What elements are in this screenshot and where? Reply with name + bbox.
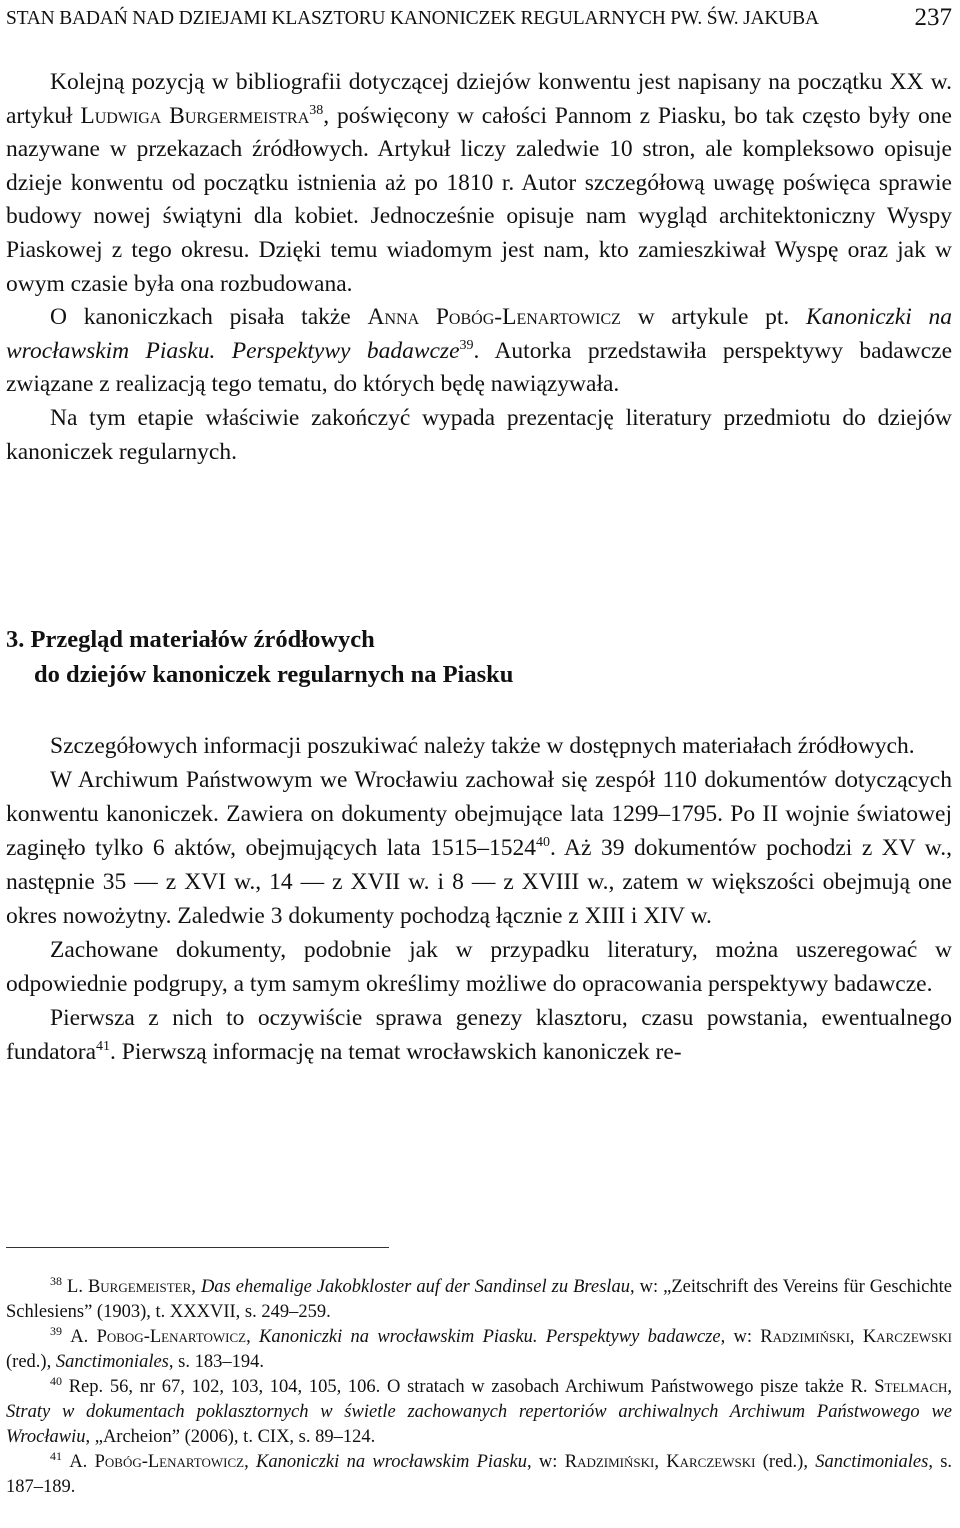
footnote-title: Das ehemalige Jakobkloster auf der Sandinsel zu Breslau (200, 1277, 630, 1297)
text-run: , poświęcony w całości Pannom z Piasku, bo tak często były one nazywane w przekazach źródłowych. Artykuł liczy zaledwie 10 stron, ale kompleksowo opisuje dzieje konwentu od początku istnienia aż po 1810 r. Autor szczegółową uwagę poświęca sprawie budowy nowej świątyni dla kobiet. Jednocześnie opisuje nam wygląd architektoniczny Wyspy Piaskowej z tego okresu. Dzięki temu wiadomym jest nam, kto zamieszkiwał Wyspę oraz jak w owym czasie była ona rozbudowana. (6, 102, 952, 297)
text-run: , w: „Zeitschrift des Vereins für Geschichte Schlesiens” (1903), t. XXXVII, s. 249–259. (6, 1277, 952, 1322)
text-run: (red.), (755, 1452, 816, 1472)
footnote-ref-39: 39 (459, 337, 474, 353)
footnotes (6, 1275, 952, 1500)
footnote-title: Straty w dokumentach poklasztornych w świetle zachowanych repertoriów archiwalnych Archiwum Państwowego we Wrocławiu (6, 1402, 952, 1447)
footnote-rule (6, 1247, 389, 1248)
text-run: Kolejną pozycją w bibliografii dotyczącej dziejów konwentu jest napisany na początku XX w. artykuł (6, 69, 952, 129)
running-head (6, 4, 952, 34)
footnote-number: 39 (50, 1324, 62, 1338)
footnote-ref-41: 41 (96, 1039, 111, 1054)
text-run: Pierwsza z nich to oczywiście sprawa genezy klasztoru, czasu powstania, ewentualnego fundatora (6, 1005, 952, 1065)
footnote-title: Kanoniczki na wrocławskim Piasku (256, 1452, 527, 1472)
text-run: . Pierwszą informację na temat wrocławskich kanoniczek re- (110, 1039, 682, 1065)
footnote-author: R. Stelmach (850, 1377, 948, 1397)
footnote-title: Sanctimoniales (815, 1452, 929, 1472)
text-run: . Aż 39 dokumentów pochodzi z XV w., następnie 35 — z XVI w., 14 — z XVII w. i 8 — z XVIII w., zatem w większości obejmują one okres nowożytny. Zaledwie 3 dokumenty pochodzą łącznie z XIII i XIV w. (6, 835, 952, 929)
section-heading-line2: do dziejów kanoniczek regularnych na Piasku (34, 661, 514, 688)
body-text-bottom (6, 729, 952, 1069)
page-number: 237 (914, 4, 952, 31)
footnote-number: 38 (50, 1274, 62, 1288)
paragraph-pobog (6, 301, 952, 402)
paragraph-archive (6, 763, 952, 933)
work-title: Kanoniczki na wrocławskim Piasku. Perspektywy badawcze (6, 304, 952, 364)
paragraph-conclusion: Na tym etapie właściwie zakończyć wypada prezentację literatury przedmiotu do dziejów kanoniczek regularnych. (6, 404, 952, 465)
text-run: , (191, 1277, 201, 1297)
text-run: , s. 183–194. (168, 1352, 264, 1372)
section-heading (6, 622, 952, 692)
text-run: (red.), (6, 1352, 56, 1372)
text-run: , w: (720, 1327, 761, 1347)
text-run: , (246, 1327, 259, 1347)
text-run: . Autorka przedstawiła perspektywy badawcze związane z realizacją tego tematu, do których będę nawiązywała. (6, 337, 952, 398)
text-run: , w: (527, 1452, 565, 1472)
section-heading-line1: 3. Przegląd materiałów źródłowych (6, 626, 375, 653)
text-run: , „Archeion” (2006), t. CIX, s. 89–124. (85, 1427, 376, 1447)
footnote-editors: Radzimiński, Karczewski (564, 1452, 756, 1472)
body-text-top (6, 66, 952, 469)
footnote-ref-38: 38 (309, 102, 324, 118)
footnote-number: 41 (50, 1449, 62, 1463)
paragraph-sources-intro: Szczegółowych informacji poszukiwać należy także w dostępnych materiałach źródłowych. (50, 733, 915, 759)
author-name: Anna Pobóg-Lenartowicz (367, 304, 621, 331)
footnote-title: Sanctimoniales (55, 1352, 169, 1372)
text-run: , s. 187–189. (6, 1452, 953, 1497)
paragraph-genesis (6, 1001, 952, 1069)
text-run: O kanoniczkach pisała także (50, 304, 368, 331)
text-run: , (244, 1452, 257, 1472)
text-run: w artykule pt. (620, 304, 807, 331)
paragraph-subgroups: Zachowane dokumenty, podobnie jak w przypadku literatury, można uszeregować w odpowiednie podgrupy, a tym samym określimy możliwe do opracowania perspektywy badawcze. (6, 937, 952, 997)
footnote-editors: Radzimiński, Karczewski (760, 1327, 953, 1347)
footnote-author: L. Burgemeister (67, 1277, 192, 1297)
footnote-author: A. Pobóg-Lenartowicz (69, 1452, 245, 1472)
text-run: , (947, 1377, 953, 1397)
footnote-38 (6, 1275, 952, 1325)
text-run: W Archiwum Państwowym we Wrocławiu zachował się zespół 110 dokumentów dotyczących konwentu kanoniczek. Zawiera on dokumenty obejmujące lata 1299–1795. Po II wojnie światowej zaginęło tylko 6 aktów, obejmujących lata 1515–1524 (6, 767, 952, 861)
text-run: Rep. 56, nr 67, 102, 103, 104, 105, 106. O stratach w zasobach Archiwum Państwowego pisze także (68, 1377, 851, 1397)
footnote-number: 40 (50, 1374, 62, 1388)
footnote-40 (6, 1375, 952, 1450)
paragraph-burgermeister (6, 66, 952, 301)
footnote-title: Kanoniczki na wrocławskim Piasku. Perspektywy badawcze (259, 1327, 721, 1347)
footnote-author: A. Pobog-Lenartowicz (70, 1327, 247, 1347)
footnote-ref-40: 40 (535, 835, 550, 850)
author-name: Ludwiga Burgermeistra (80, 102, 310, 129)
footnote-39 (6, 1325, 952, 1375)
footnote-41 (6, 1450, 952, 1500)
running-head-title: STAN BADAŃ NAD DZIEJAMI KLASZTORU KANONICZEK REGULARNYCH PW. ŚW. JAKUBA (6, 8, 819, 29)
